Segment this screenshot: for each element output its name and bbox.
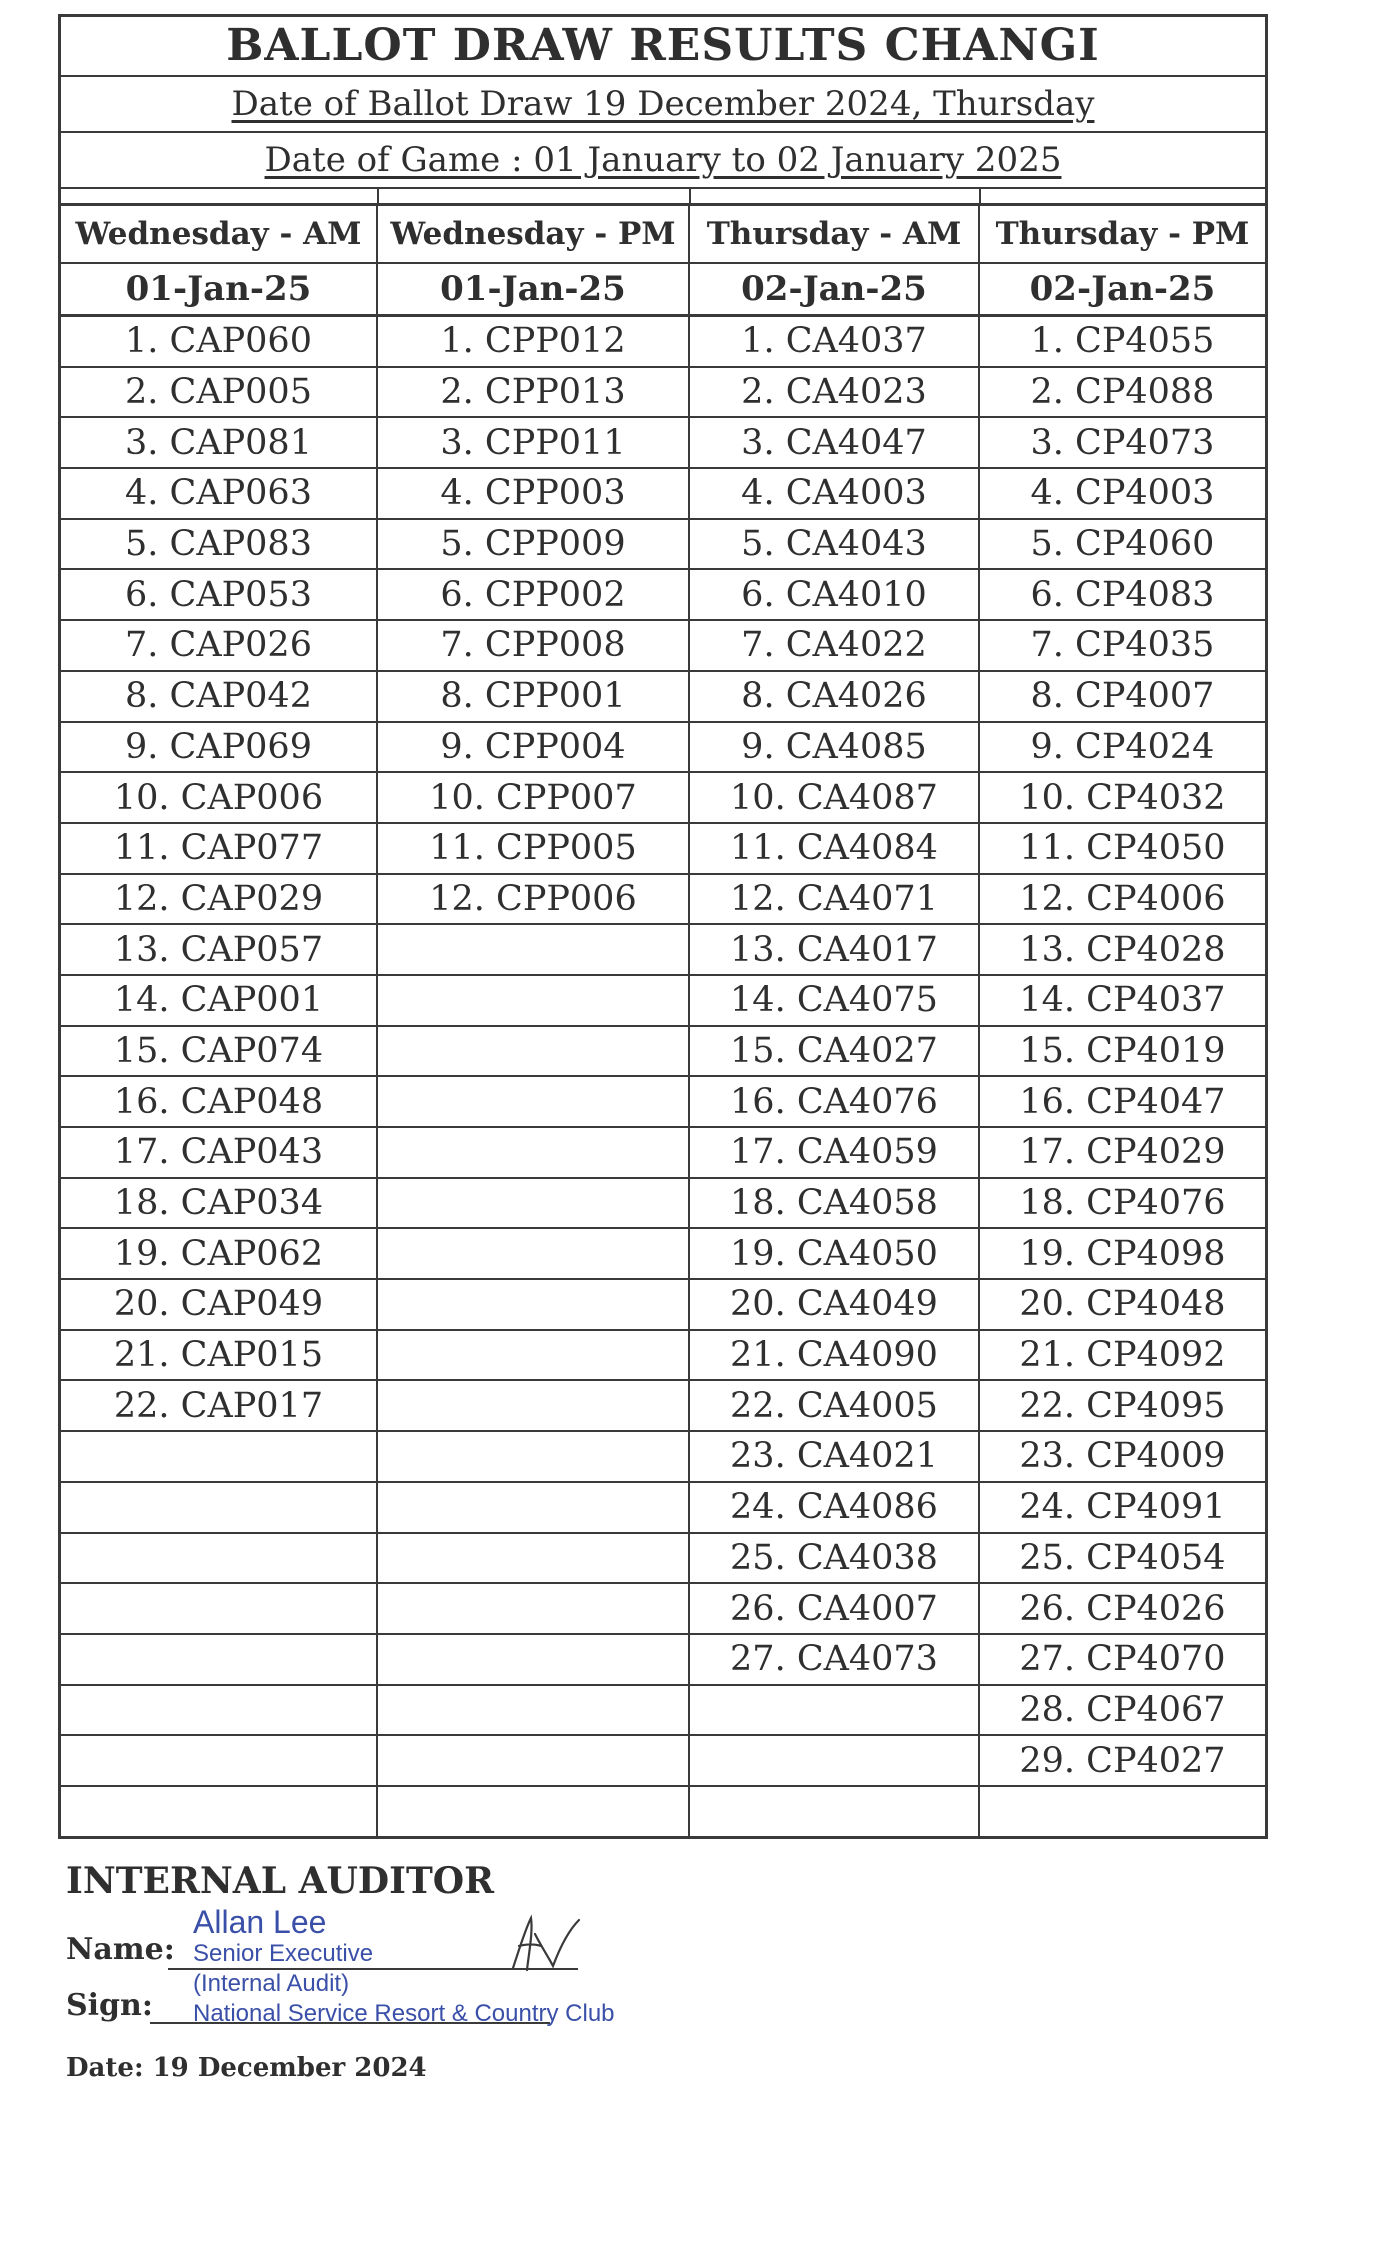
ballot-entry-cell: 11. CPP005 <box>377 823 689 874</box>
ballot-entry-cell: 2. CPP013 <box>377 367 689 418</box>
ballot-entry-cell: 5. CAP083 <box>61 519 377 570</box>
ballot-entry-cell: 20. CA4049 <box>689 1279 979 1330</box>
table-row <box>61 519 1265 570</box>
ballot-entry-cell: 7. CAP026 <box>61 620 377 671</box>
ballot-entry-cell: 1. CAP060 <box>61 316 377 367</box>
ballot-entry-cell: 9. CP4024 <box>979 722 1265 773</box>
ballot-entry-cell: 13. CP4028 <box>979 924 1265 975</box>
ballot-entry-cell <box>61 1634 377 1685</box>
ballot-entry-cell: 29. CP4027 <box>979 1735 1265 1786</box>
ballot-entry-cell: 3. CP4073 <box>979 417 1265 468</box>
ballot-entry-cell: 21. CA4090 <box>689 1330 979 1381</box>
ballot-entry-cell: 23. CA4021 <box>689 1431 979 1482</box>
ballot-entry-cell <box>377 1076 689 1127</box>
table-row <box>61 1076 1265 1127</box>
ballot-entry-cell: 5. CA4043 <box>689 519 979 570</box>
ballot-entry-cell: 10. CAP006 <box>61 772 377 823</box>
ballot-entry-cell: 11. CA4084 <box>689 823 979 874</box>
ballot-entry-cell: 1. CPP012 <box>377 316 689 367</box>
name-label: Name: <box>66 1932 175 1967</box>
ballot-entry-cell: 12. CP4006 <box>979 874 1265 925</box>
ballot-entry-cell: 14. CP4037 <box>979 975 1265 1026</box>
table-row <box>61 1634 1265 1685</box>
ballot-entry-cell: 12. CAP029 <box>61 874 377 925</box>
ballot-entry-cell <box>689 1735 979 1786</box>
table-row <box>61 722 1265 773</box>
table-row <box>61 620 1265 671</box>
ballot-entry-cell <box>377 1533 689 1584</box>
ballot-entry-cell: 2. CP4088 <box>979 367 1265 418</box>
ballot-entry-cell: 16. CP4047 <box>979 1076 1265 1127</box>
ballot-entry-cell <box>979 1786 1265 1836</box>
ballot-entry-cell: 3. CPP011 <box>377 417 689 468</box>
ballot-entry-cell: 21. CP4092 <box>979 1330 1265 1381</box>
ballot-entry-cell: 16. CA4076 <box>689 1076 979 1127</box>
ballot-entry-cell: 18. CP4076 <box>979 1178 1265 1229</box>
ballot-entry-cell: 25. CP4054 <box>979 1533 1265 1584</box>
table-row <box>61 569 1265 620</box>
table-row <box>61 1127 1265 1178</box>
ballot-entry-cell: 10. CA4087 <box>689 772 979 823</box>
column-date-header: 02-Jan-25 <box>689 263 979 316</box>
table-row <box>61 874 1265 925</box>
ballot-draw-date: Date of Ballot Draw 19 December 2024, Thursday <box>231 84 1095 124</box>
ballot-entry-cell: 4. CPP003 <box>377 468 689 519</box>
ballot-entry-cell: 12. CA4071 <box>689 874 979 925</box>
ballot-entry-cell: 22. CP4095 <box>979 1380 1265 1431</box>
table-row <box>61 823 1265 874</box>
auditor-date: Date: 19 December 2024 <box>66 2053 427 2083</box>
ballot-entry-cell: 8. CA4026 <box>689 671 979 722</box>
ballot-entry-cell <box>377 1786 689 1836</box>
ballot-entry-cell: 17. CP4029 <box>979 1127 1265 1178</box>
ballot-entry-cell: 24. CA4086 <box>689 1482 979 1533</box>
ballot-entry-cell: 24. CP4091 <box>979 1482 1265 1533</box>
ballot-entry-cell <box>61 1482 377 1533</box>
ballot-entry-cell: 4. CA4003 <box>689 468 979 519</box>
stamp-department: (Internal Audit) <box>193 1970 350 1997</box>
ballot-entry-cell: 9. CA4085 <box>689 722 979 773</box>
table-row <box>61 1330 1265 1381</box>
table-row <box>61 1380 1265 1431</box>
ballot-entry-cell: 15. CP4019 <box>979 1026 1265 1077</box>
ballot-entry-cell: 14. CAP001 <box>61 975 377 1026</box>
results-body <box>61 316 1265 1836</box>
ballot-entry-cell: 11. CAP077 <box>61 823 377 874</box>
ballot-entry-cell: 6. CPP002 <box>377 569 689 620</box>
table-row <box>61 772 1265 823</box>
ballot-entry-cell: 6. CA4010 <box>689 569 979 620</box>
ballot-entry-cell: 14. CA4075 <box>689 975 979 1026</box>
ballot-entry-cell: 11. CP4050 <box>979 823 1265 874</box>
table-row <box>61 1178 1265 1229</box>
ballot-entry-cell <box>689 1786 979 1836</box>
ballot-entry-cell: 21. CAP015 <box>61 1330 377 1381</box>
ballot-entry-cell <box>377 1431 689 1482</box>
ballot-entry-cell: 1. CA4037 <box>689 316 979 367</box>
ballot-entry-cell: 12. CPP006 <box>377 874 689 925</box>
ballot-entry-cell: 8. CAP042 <box>61 671 377 722</box>
ballot-entry-cell: 5. CP4060 <box>979 519 1265 570</box>
table-row <box>61 1279 1265 1330</box>
ballot-entry-cell <box>377 1380 689 1431</box>
game-date-row <box>61 133 1265 189</box>
column-day-header: Wednesday - AM <box>61 206 377 263</box>
ballot-entry-cell: 20. CAP049 <box>61 1279 377 1330</box>
ballot-entry-cell: 7. CP4035 <box>979 620 1265 671</box>
ballot-entry-cell: 22. CA4005 <box>689 1380 979 1431</box>
table-row <box>61 671 1265 722</box>
ballot-entry-cell: 27. CA4073 <box>689 1634 979 1685</box>
ballot-entry-cell <box>377 1685 689 1736</box>
column-date-header: 02-Jan-25 <box>979 263 1265 316</box>
game-date: Date of Game : 01 January to 02 January 2025 <box>264 140 1062 180</box>
day-header-row <box>61 206 1265 263</box>
ballot-entry-cell: 9. CPP004 <box>377 722 689 773</box>
table-row <box>61 367 1265 418</box>
stamp-name: Allan Lee <box>193 1904 327 1940</box>
ballot-entry-cell: 18. CA4058 <box>689 1178 979 1229</box>
ballot-entry-cell: 6. CP4083 <box>979 569 1265 620</box>
ballot-results-sheet <box>58 14 1268 1839</box>
ballot-entry-cell: 8. CPP001 <box>377 671 689 722</box>
column-day-header: Wednesday - PM <box>377 206 689 263</box>
table-row <box>61 1228 1265 1279</box>
table-row <box>61 1431 1265 1482</box>
ballot-entry-cell <box>61 1431 377 1482</box>
ballot-results-table <box>61 206 1265 1836</box>
table-row <box>61 316 1265 367</box>
ballot-entry-cell <box>377 1279 689 1330</box>
ballot-entry-cell: 15. CAP074 <box>61 1026 377 1077</box>
ballot-entry-cell: 17. CAP043 <box>61 1127 377 1178</box>
ballot-entry-cell: 28. CP4067 <box>979 1685 1265 1736</box>
ballot-entry-cell: 26. CP4026 <box>979 1583 1265 1634</box>
ballot-entry-cell <box>377 924 689 975</box>
ballot-entry-cell <box>377 1026 689 1077</box>
ballot-entry-cell: 16. CAP048 <box>61 1076 377 1127</box>
table-row <box>61 417 1265 468</box>
ballot-entry-cell <box>61 1685 377 1736</box>
ballot-entry-cell: 2. CAP005 <box>61 367 377 418</box>
header-spacer <box>61 189 1265 206</box>
table-row <box>61 1685 1265 1736</box>
ballot-entry-cell <box>377 1178 689 1229</box>
ballot-entry-cell: 4. CP4003 <box>979 468 1265 519</box>
ballot-entry-cell <box>377 1228 689 1279</box>
ballot-entry-cell: 17. CA4059 <box>689 1127 979 1178</box>
ballot-entry-cell: 7. CA4022 <box>689 620 979 671</box>
internal-auditor-section <box>66 1860 766 1902</box>
ballot-entry-cell: 25. CA4038 <box>689 1533 979 1584</box>
column-day-header: Thursday - AM <box>689 206 979 263</box>
ballot-entry-cell <box>377 1127 689 1178</box>
table-row <box>61 1482 1265 1533</box>
ballot-entry-cell: 8. CP4007 <box>979 671 1265 722</box>
ballot-entry-cell: 19. CP4098 <box>979 1228 1265 1279</box>
table-row <box>61 1583 1265 1634</box>
ballot-entry-cell <box>377 1735 689 1786</box>
ballot-entry-cell <box>377 1583 689 1634</box>
document-title: BALLOT DRAW RESULTS CHANGI <box>61 17 1265 77</box>
ballot-entry-cell <box>377 1330 689 1381</box>
ballot-entry-cell: 1. CP4055 <box>979 316 1265 367</box>
ballot-entry-cell: 19. CA4050 <box>689 1228 979 1279</box>
ballot-entry-cell: 2. CA4023 <box>689 367 979 418</box>
sign-label: Sign: <box>66 1988 153 2023</box>
column-day-header: Thursday - PM <box>979 206 1265 263</box>
ballot-draw-date-row <box>61 77 1265 133</box>
ballot-entry-cell <box>61 1583 377 1634</box>
ballot-entry-cell: 15. CA4027 <box>689 1026 979 1077</box>
ballot-entry-cell: 13. CA4017 <box>689 924 979 975</box>
table-row <box>61 975 1265 1026</box>
ballot-entry-cell: 7. CPP008 <box>377 620 689 671</box>
ballot-entry-cell <box>61 1786 377 1836</box>
table-row <box>61 1786 1265 1836</box>
ballot-entry-cell <box>61 1735 377 1786</box>
ballot-entry-cell <box>377 975 689 1026</box>
table-row <box>61 1026 1265 1077</box>
auditor-title: INTERNAL AUDITOR <box>66 1860 495 1902</box>
column-date-header: 01-Jan-25 <box>377 263 689 316</box>
date-header-row <box>61 263 1265 316</box>
ballot-entry-cell <box>61 1533 377 1584</box>
stamp-position: Senior Executive <box>193 1940 374 1967</box>
ballot-entry-cell: 22. CAP017 <box>61 1380 377 1431</box>
ballot-entry-cell: 4. CAP063 <box>61 468 377 519</box>
ballot-entry-cell: 3. CAP081 <box>61 417 377 468</box>
ballot-entry-cell: 10. CP4032 <box>979 772 1265 823</box>
ballot-entry-cell: 23. CP4009 <box>979 1431 1265 1482</box>
ballot-entry-cell: 20. CP4048 <box>979 1279 1265 1330</box>
ballot-entry-cell: 26. CA4007 <box>689 1583 979 1634</box>
ballot-entry-cell: 27. CP4070 <box>979 1634 1265 1685</box>
ballot-entry-cell <box>689 1685 979 1736</box>
ballot-entry-cell: 5. CPP009 <box>377 519 689 570</box>
stamp-organisation: National Service Resort & Country Club <box>193 2000 615 2027</box>
table-row <box>61 1533 1265 1584</box>
handwritten-signature <box>505 1910 585 1980</box>
ballot-entry-cell: 18. CAP034 <box>61 1178 377 1229</box>
ballot-entry-cell: 6. CAP053 <box>61 569 377 620</box>
ballot-entry-cell: 13. CAP057 <box>61 924 377 975</box>
ballot-entry-cell: 19. CAP062 <box>61 1228 377 1279</box>
table-row <box>61 924 1265 975</box>
ballot-entry-cell: 9. CAP069 <box>61 722 377 773</box>
ballot-entry-cell: 10. CPP007 <box>377 772 689 823</box>
column-date-header: 01-Jan-25 <box>61 263 377 316</box>
ballot-entry-cell <box>377 1634 689 1685</box>
ballot-entry-cell: 3. CA4047 <box>689 417 979 468</box>
table-row <box>61 1735 1265 1786</box>
ballot-entry-cell <box>377 1482 689 1533</box>
table-row <box>61 468 1265 519</box>
